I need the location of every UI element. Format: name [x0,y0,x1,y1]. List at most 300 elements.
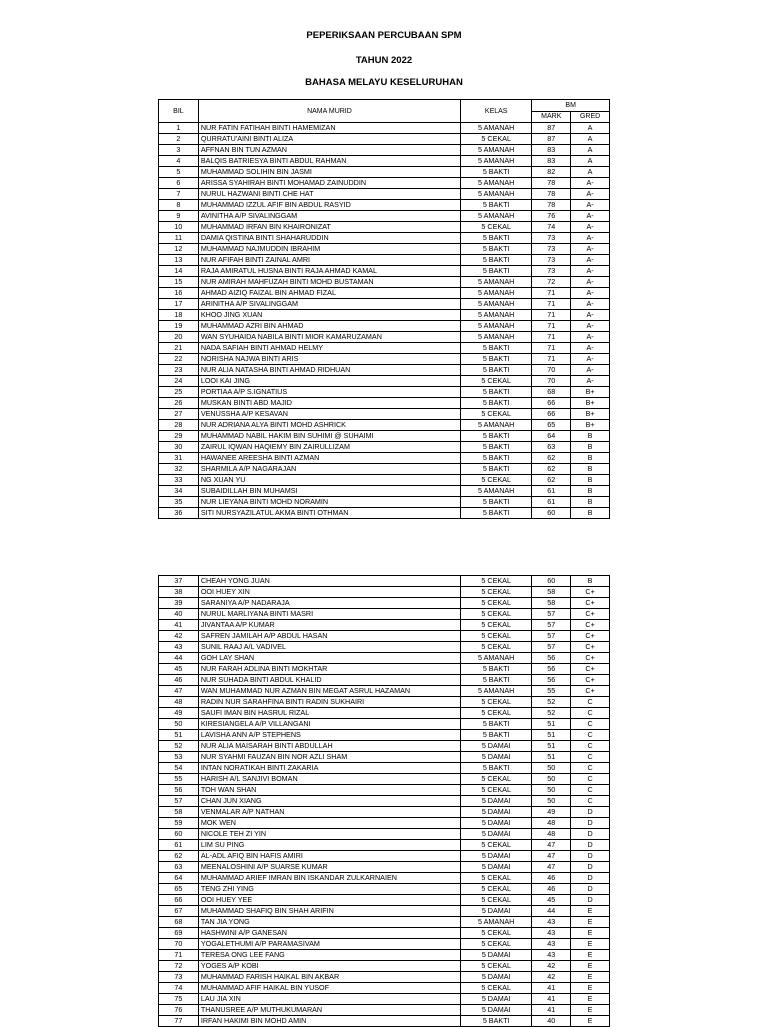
cell-mark: 78 [532,178,571,189]
table-row [159,123,610,134]
cell-gred: B+ [571,409,610,420]
cell-bil: 50 [159,719,199,730]
table-row [159,851,610,862]
cell-gred: C [571,697,610,708]
cell-nama-murid: PORTIAA A/P S.IGNATIUS [198,387,460,398]
cell-bil: 12 [159,244,199,255]
table-row [159,950,610,961]
table-row [159,796,610,807]
cell-mark: 72 [532,277,571,288]
cell-mark: 82 [532,167,571,178]
cell-mark: 66 [532,398,571,409]
cell-kelas: 5 DAMAI [461,807,532,818]
cell-bil: 36 [159,508,199,519]
cell-nama-murid: INTAN NORATIKAH BINTI ZAKARIA [198,763,460,774]
cell-mark: 64 [532,431,571,442]
header-gred: GRED [571,111,610,123]
cell-mark: 48 [532,818,571,829]
cell-nama-murid: MEENALOSHINI A/P SUARSE KUMAR [198,862,460,873]
cell-mark: 45 [532,895,571,906]
table-row [159,464,610,475]
cell-kelas: 5 CEKAL [461,134,532,145]
cell-gred: A- [571,189,610,200]
cell-mark: 56 [532,675,571,686]
cell-nama-murid: KHOO JING XUAN [198,310,460,321]
cell-bil: 16 [159,288,199,299]
cell-gred: D [571,840,610,851]
cell-kelas: 5 CEKAL [461,697,532,708]
cell-kelas: 5 AMANAH [461,332,532,343]
cell-mark: 47 [532,851,571,862]
table-row [159,486,610,497]
cell-nama-murid: CHAN JUN XIANG [198,796,460,807]
table-row [159,376,610,387]
cell-bil: 66 [159,895,199,906]
cell-nama-murid: MUHAMMAD SHAFIQ BIN SHAH ARIFIN [198,906,460,917]
table-row [159,609,610,620]
cell-bil: 65 [159,884,199,895]
table-row [159,763,610,774]
cell-bil: 40 [159,609,199,620]
cell-nama-murid: HASHWINI A/P GANESAN [198,928,460,939]
table-row [159,653,610,664]
cell-kelas: 5 BAKTI [461,497,532,508]
table-row [159,431,610,442]
cell-gred: C+ [571,631,610,642]
cell-nama-murid: TAN JIA YONG [198,917,460,928]
cell-bil: 77 [159,1016,199,1027]
cell-nama-murid: KIRESIANGELA A/P VILLANGANI [198,719,460,730]
table-row [159,365,610,376]
cell-mark: 73 [532,233,571,244]
cell-bil: 67 [159,906,199,917]
cell-kelas: 5 DAMAI [461,950,532,961]
cell-bil: 2 [159,134,199,145]
cell-gred: A- [571,211,610,222]
cell-bil: 71 [159,950,199,961]
cell-bil: 6 [159,178,199,189]
cell-nama-murid: SITI NURSYAZILATUL AKMA BINTI OTHMAN [198,508,460,519]
table-row [159,1005,610,1016]
cell-bil: 1 [159,123,199,134]
cell-gred: A [571,145,610,156]
cell-bil: 41 [159,620,199,631]
cell-kelas: 5 AMANAH [461,310,532,321]
cell-gred: A- [571,200,610,211]
cell-gred: A- [571,233,610,244]
table-row [159,277,610,288]
table-row [159,697,610,708]
cell-nama-murid: MOK WEN [198,818,460,829]
cell-kelas: 5 AMANAH [461,420,532,431]
cell-gred: B [571,508,610,519]
cell-bil: 49 [159,708,199,719]
cell-nama-murid: GOH LAY SHAN [198,653,460,664]
cell-nama-murid: TOH WAN SHAN [198,785,460,796]
cell-bil: 47 [159,686,199,697]
cell-bil: 23 [159,365,199,376]
cell-nama-murid: TERESA ONG LEE FANG [198,950,460,961]
table-row [159,200,610,211]
cell-kelas: 5 BAKTI [461,200,532,211]
table-row [159,752,610,763]
cell-gred: B [571,576,610,587]
cell-gred: E [571,917,610,928]
cell-kelas: 5 BAKTI [461,664,532,675]
cell-bil: 42 [159,631,199,642]
cell-mark: 73 [532,255,571,266]
cell-mark: 71 [532,321,571,332]
cell-kelas: 5 BAKTI [461,255,532,266]
cell-bil: 62 [159,851,199,862]
cell-kelas: 5 AMANAH [461,156,532,167]
cell-gred: A- [571,277,610,288]
cell-bil: 31 [159,453,199,464]
cell-nama-murid: QURRATU'AINI BINTI ALIZA [198,134,460,145]
cell-gred: C+ [571,642,610,653]
cell-kelas: 5 DAMAI [461,906,532,917]
cell-bil: 27 [159,409,199,420]
cell-gred: D [571,873,610,884]
table-row [159,266,610,277]
cell-nama-murid: NUR AMIRAH MAHFUZAH BINTI MOHD BUSTAMAN [198,277,460,288]
cell-kelas: 5 CEKAL [461,475,532,486]
cell-gred: A- [571,332,610,343]
cell-bil: 74 [159,983,199,994]
cell-nama-murid: ZAIRUL IQWAN HAQIEMY BIN ZAIRULLIZAM [198,442,460,453]
cell-gred: A- [571,299,610,310]
cell-gred: C+ [571,675,610,686]
cell-kelas: 5 BAKTI [461,398,532,409]
cell-nama-murid: WAN SYUHAIDA NABILA BINTI MIOR KAMARUZAMAN [198,332,460,343]
cell-nama-murid: THANUSREE A/P MUTHUKUMARAN [198,1005,460,1016]
cell-mark: 55 [532,686,571,697]
cell-gred: D [571,895,610,906]
table-row [159,508,610,519]
cell-bil: 51 [159,730,199,741]
cell-nama-murid: AVINITHA A/P SIVALINGGAM [198,211,460,222]
cell-mark: 87 [532,134,571,145]
table-row [159,884,610,895]
table-row [159,862,610,873]
results-table-part-2 [158,575,610,1027]
cell-gred: C+ [571,587,610,598]
cell-gred: C+ [571,686,610,697]
cell-kelas: 5 CEKAL [461,620,532,631]
table-row [159,928,610,939]
cell-mark: 41 [532,994,571,1005]
cell-nama-murid: HARISH A/L SANJIVI BOMAN [198,774,460,785]
cell-nama-murid: LOOI KAI JING [198,376,460,387]
cell-mark: 41 [532,1005,571,1016]
cell-nama-murid: NUR ALIA NATASHA BINTI AHMAD RIDHUAN [198,365,460,376]
table-row [159,730,610,741]
cell-kelas: 5 CEKAL [461,983,532,994]
cell-mark: 51 [532,730,571,741]
cell-bil: 52 [159,741,199,752]
cell-kelas: 5 CEKAL [461,873,532,884]
cell-nama-murid: MUHAMMAD IRFAN BIN KHAIRONIZAT [198,222,460,233]
cell-gred: A- [571,244,610,255]
cell-gred: E [571,906,610,917]
cell-gred: A- [571,376,610,387]
cell-nama-murid: VENUSSHA A/P KESAVAN [198,409,460,420]
cell-gred: C [571,796,610,807]
cell-kelas: 5 CEKAL [461,895,532,906]
table-row [159,145,610,156]
table-row [159,1016,610,1027]
cell-kelas: 5 DAMAI [461,862,532,873]
cell-gred: E [571,983,610,994]
cell-bil: 14 [159,266,199,277]
cell-bil: 19 [159,321,199,332]
cell-kelas: 5 CEKAL [461,609,532,620]
table-row [159,420,610,431]
cell-kelas: 5 AMANAH [461,686,532,697]
cell-gred: D [571,862,610,873]
cell-gred: A- [571,255,610,266]
cell-kelas: 5 AMANAH [461,189,532,200]
cell-kelas: 5 DAMAI [461,829,532,840]
table-row [159,244,610,255]
table-row [159,398,610,409]
cell-bil: 11 [159,233,199,244]
table-row [159,939,610,950]
cell-mark: 43 [532,950,571,961]
cell-kelas: 5 DAMAI [461,972,532,983]
cell-bil: 38 [159,587,199,598]
cell-gred: A [571,167,610,178]
cell-bil: 45 [159,664,199,675]
cell-kelas: 5 CEKAL [461,376,532,387]
cell-mark: 47 [532,840,571,851]
cell-mark: 76 [532,211,571,222]
cell-kelas: 5 DAMAI [461,1005,532,1016]
cell-bil: 21 [159,343,199,354]
document-title: PEPERIKSAAN PERCUBAAN SPM [306,30,462,41]
cell-gred: C+ [571,653,610,664]
cell-nama-murid: AL-ADL AFIQ BIN HAFIS AMIRI [198,851,460,862]
cell-nama-murid: JIVANTAA A/P KUMAR [198,620,460,631]
cell-bil: 33 [159,475,199,486]
cell-gred: A [571,156,610,167]
cell-mark: 57 [532,631,571,642]
cell-mark: 57 [532,620,571,631]
cell-mark: 83 [532,145,571,156]
cell-mark: 73 [532,266,571,277]
cell-nama-murid: AFFNAN BIN TUN AZMAN [198,145,460,156]
cell-mark: 57 [532,609,571,620]
cell-mark: 43 [532,917,571,928]
cell-mark: 50 [532,774,571,785]
cell-mark: 47 [532,862,571,873]
cell-kelas: 5 DAMAI [461,752,532,763]
cell-kelas: 5 AMANAH [461,277,532,288]
cell-kelas: 5 DAMAI [461,796,532,807]
cell-bil: 59 [159,818,199,829]
cell-mark: 83 [532,156,571,167]
table-row [159,719,610,730]
cell-gred: E [571,961,610,972]
cell-nama-murid: LAVISHA ANN A/P STEPHENS [198,730,460,741]
cell-mark: 43 [532,928,571,939]
cell-gred: E [571,994,610,1005]
table-row [159,994,610,1005]
cell-mark: 42 [532,972,571,983]
cell-nama-murid: IRFAN HAKIMI BIN MOHD AMIN [198,1016,460,1027]
cell-mark: 70 [532,365,571,376]
cell-bil: 15 [159,277,199,288]
cell-mark: 51 [532,741,571,752]
cell-nama-murid: AHMAD AIZIQ FAIZAL BIN AHMAD FIZAL [198,288,460,299]
cell-nama-murid: LAU JIA XIN [198,994,460,1005]
cell-kelas: 5 BAKTI [461,233,532,244]
cell-nama-murid: LIM SU PING [198,840,460,851]
cell-nama-murid: NURUL HAZWANI BINTI CHE HAT [198,189,460,200]
cell-gred: A- [571,310,610,321]
cell-mark: 78 [532,200,571,211]
cell-mark: 46 [532,884,571,895]
cell-kelas: 5 CEKAL [461,884,532,895]
cell-nama-murid: SUNIL RAAJ A/L VADIVEL [198,642,460,653]
table-body-part-2 [159,576,610,1027]
cell-bil: 9 [159,211,199,222]
cell-bil: 29 [159,431,199,442]
cell-gred: C [571,752,610,763]
cell-bil: 35 [159,497,199,508]
table-row [159,840,610,851]
cell-nama-murid: NUR LIEYANA BINTI MOHD NORAMIN [198,497,460,508]
cell-nama-murid: NORISHA NAJWA BINTI ARIS [198,354,460,365]
cell-nama-murid: MUHAMMAD ARIEF IMRAN BIN ISKANDAR ZULKARNAIEN [198,873,460,884]
cell-gred: B [571,475,610,486]
cell-mark: 62 [532,464,571,475]
table-row [159,598,610,609]
cell-gred: E [571,1016,610,1027]
table-row [159,299,610,310]
cell-bil: 22 [159,354,199,365]
cell-bil: 48 [159,697,199,708]
cell-nama-murid: NUR ALIA MAISARAH BINTI ABDULLAH [198,741,460,752]
cell-kelas: 5 AMANAH [461,653,532,664]
cell-nama-murid: OOI HUEY XIN [198,587,460,598]
table-row [159,664,610,675]
cell-nama-murid: MUHAMMAD SOLIHIN BIN JASMI [198,167,460,178]
cell-gred: B [571,453,610,464]
cell-mark: 65 [532,420,571,431]
cell-kelas: 5 DAMAI [461,851,532,862]
cell-bil: 46 [159,675,199,686]
cell-kelas: 5 CEKAL [461,587,532,598]
cell-nama-murid: SHARMILA A/P NAGARAJAN [198,464,460,475]
table-row [159,785,610,796]
cell-kelas: 5 AMANAH [461,211,532,222]
cell-mark: 51 [532,752,571,763]
cell-kelas: 5 CEKAL [461,642,532,653]
cell-bil: 76 [159,1005,199,1016]
cell-gred: E [571,939,610,950]
cell-gred: D [571,884,610,895]
header-kelas: KELAS [461,100,532,123]
cell-nama-murid: NUR FATIN FATIHAH BINTI HAMEMIZAN [198,123,460,134]
cell-kelas: 5 BAKTI [461,1016,532,1027]
cell-gred: A [571,123,610,134]
cell-kelas: 5 BAKTI [461,464,532,475]
table-body-part-1 [159,123,610,519]
cell-nama-murid: WAN MUHAMMAD NUR AZMAN BIN MEGAT ASRUL HAZAMAN [198,686,460,697]
table-row [159,576,610,587]
table-row [159,741,610,752]
table-row [159,332,610,343]
cell-bil: 17 [159,299,199,310]
cell-kelas: 5 CEKAL [461,961,532,972]
cell-kelas: 5 CEKAL [461,939,532,950]
cell-bil: 57 [159,796,199,807]
cell-mark: 58 [532,598,571,609]
table-row [159,178,610,189]
cell-kelas: 5 AMANAH [461,288,532,299]
cell-gred: E [571,1005,610,1016]
cell-kelas: 5 AMANAH [461,178,532,189]
cell-gred: B+ [571,387,610,398]
cell-nama-murid: CHEAH YONG JUAN [198,576,460,587]
cell-mark: 74 [532,222,571,233]
cell-bil: 61 [159,840,199,851]
cell-gred: C [571,730,610,741]
cell-gred: A- [571,365,610,376]
table-row [159,167,610,178]
cell-gred: C+ [571,620,610,631]
cell-bil: 73 [159,972,199,983]
cell-nama-murid: NUR AFIFAH BINTI ZAINAL AMRI [198,255,460,266]
cell-mark: 41 [532,983,571,994]
cell-nama-murid: RADIN NUR SARAHFINA BINTI RADIN SUKHAIRI [198,697,460,708]
cell-gred: A [571,134,610,145]
table-row [159,829,610,840]
cell-gred: A- [571,354,610,365]
cell-kelas: 5 CEKAL [461,598,532,609]
cell-gred: C+ [571,598,610,609]
cell-bil: 8 [159,200,199,211]
cell-kelas: 5 CEKAL [461,785,532,796]
cell-bil: 68 [159,917,199,928]
table-row [159,288,610,299]
cell-gred: B [571,486,610,497]
table-row [159,631,610,642]
cell-gred: B [571,442,610,453]
cell-bil: 43 [159,642,199,653]
cell-kelas: 5 DAMAI [461,741,532,752]
table-row [159,895,610,906]
cell-kelas: 5 CEKAL [461,840,532,851]
cell-bil: 7 [159,189,199,200]
cell-bil: 37 [159,576,199,587]
cell-mark: 68 [532,387,571,398]
cell-gred: D [571,807,610,818]
cell-kelas: 5 BAKTI [461,167,532,178]
cell-kelas: 5 BAKTI [461,387,532,398]
cell-mark: 49 [532,807,571,818]
cell-nama-murid: ARINITHA A/P SIVALINGGAM [198,299,460,310]
cell-mark: 60 [532,576,571,587]
table-row [159,906,610,917]
cell-kelas: 5 BAKTI [461,719,532,730]
cell-kelas: 5 BAKTI [461,763,532,774]
cell-bil: 26 [159,398,199,409]
header-bm: BM [532,100,610,112]
table-row [159,873,610,884]
cell-nama-murid: MUHAMMAD NABIL HAKIM BIN SUHIMI @ SUHAIMI [198,431,460,442]
